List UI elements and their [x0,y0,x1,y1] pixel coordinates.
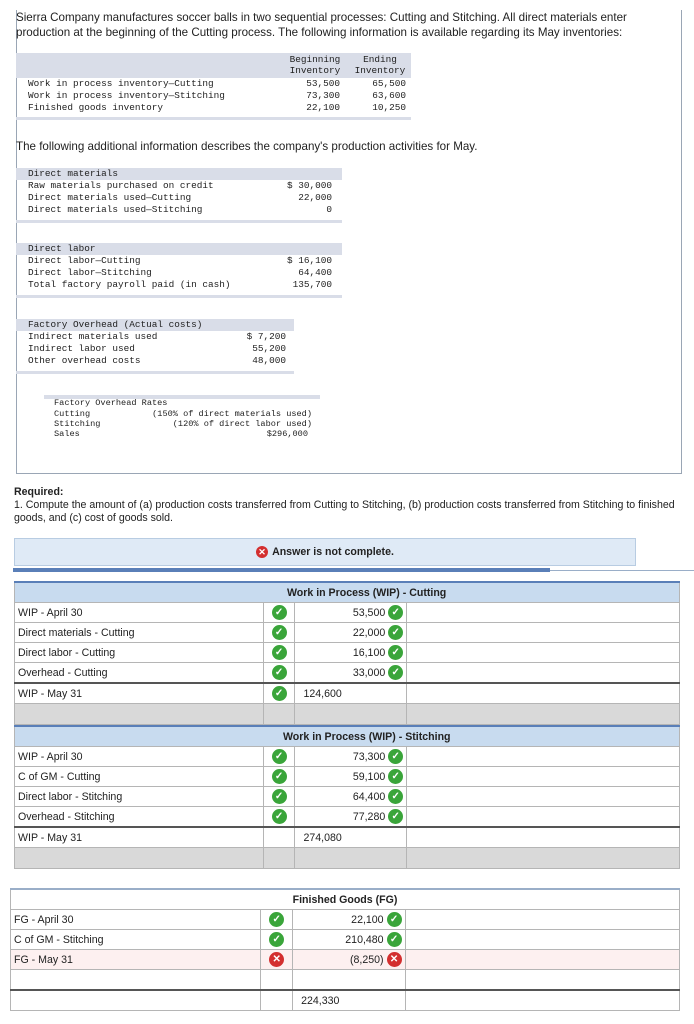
check-icon: ✓ [272,645,287,660]
account-title: Work in Process (WIP) - Stitching [282,730,451,743]
account-row-label[interactable]: FG - April 30 [11,910,261,930]
inv-row-end: 10,250 [372,102,406,113]
credit-cell[interactable] [405,910,679,930]
account-row-label[interactable]: WIP - April 30 [15,603,264,623]
account-row-label[interactable]: C of GM - Cutting [15,767,264,787]
account-row-value[interactable]: 210,480 [345,933,384,946]
dl-row-value: $ 16,100 [286,255,332,266]
account-extra-value: 224,330 [293,990,405,1011]
oh-title: Factory Overhead (Actual costs) [28,319,203,330]
required-text: 1. Compute the amount of (a) production costs transferred from Cutting to Stitching, (b) production costs transferred from Stitching to finished goods, and (c) cost of goods sold. [14,499,675,524]
rates-row-value: (150% of direct materials used) [152,409,312,419]
check-icon: ✓ [388,665,403,680]
account-row-value[interactable]: 73,300 [352,750,386,763]
error-icon: ✕ [256,546,268,558]
inv-head-end2: Inventory [354,65,406,76]
check-icon: ✓ [272,769,287,784]
rates-row-label: Cutting [54,409,91,419]
check-icon: ✓ [388,605,403,620]
dm-row-label: Direct materials used—Stitching [28,204,203,215]
account-row [11,950,680,970]
inv-head-begin2: Inventory [289,65,341,76]
required-heading: Required: [14,486,64,498]
check-icon: ✓ [388,749,403,764]
dm-row-value: 22,000 [298,192,332,203]
oh-row-value: 55,200 [252,343,286,354]
required-section [14,486,680,525]
account-row [15,603,680,623]
account-row-value[interactable]: 77,280 [352,810,386,823]
oh-row-label: Other overhead costs [28,355,141,366]
check-icon: ✓ [269,932,284,947]
account-title: Work in Process (WIP) - Cutting [286,586,447,599]
account-row-value[interactable]: (8,250) [350,953,384,966]
account-row [11,910,680,930]
credit-cell[interactable] [407,663,680,684]
account-row-value[interactable]: 33,000 [352,666,386,679]
credit-cell[interactable] [407,747,680,767]
credit-cell[interactable] [407,643,680,663]
rates-row-label: Stitching [54,419,101,429]
account-row-value[interactable]: 59,100 [352,770,386,783]
check-icon: ✓ [388,625,403,640]
check-icon: ✓ [388,809,403,824]
tab-inactive-bar [550,570,694,571]
credit-cell[interactable] [407,603,680,623]
inv-head-begin1: Beginning [289,54,341,65]
account-row [15,643,680,663]
credit-cell[interactable] [405,950,679,970]
account-row [15,767,680,787]
dl-row-label: Direct labor—Stitching [28,267,152,278]
credit-cell[interactable] [407,623,680,643]
account-total-row [11,990,680,1011]
inv-row-label: Work in process inventory—Stitching [28,90,225,101]
dl-title: Direct labor [28,243,96,254]
additional-info-text: The following additional information describes the company's production activities for May. [16,140,478,153]
inv-row-begin: 73,300 [306,90,340,101]
check-icon: ✓ [388,789,403,804]
check-icon: ✓ [388,769,403,784]
tab-strip [13,568,694,574]
dl-row-label: Direct labor—Cutting [28,255,141,266]
account-row-value[interactable]: 16,100 [352,646,386,659]
dm-row-label: Direct materials used—Cutting [28,192,192,203]
cross-icon: ✕ [387,952,402,967]
account-row [15,787,680,807]
oh-row-value: $ 7,200 [246,331,286,342]
check-icon: ✓ [388,645,403,660]
credit-cell[interactable] [407,807,680,828]
tab-active-bar [13,568,550,572]
finished-goods-t-account [10,888,680,1011]
inv-row-begin: 22,100 [306,102,340,113]
inv-head-end1: Ending [363,54,397,65]
account-row-value[interactable]: 22,100 [351,913,384,926]
account-row-value[interactable]: 64,400 [352,790,386,803]
oh-row-label: Indirect labor used [28,343,135,354]
wip-cutting-t-account [14,581,680,725]
credit-cell[interactable] [407,767,680,787]
account-row [11,930,680,950]
account-row-label[interactable]: Overhead - Stitching [15,807,264,828]
oh-row-value: 48,000 [252,355,286,366]
check-icon: ✓ [387,912,402,927]
oh-row-label: Indirect materials used [28,331,158,342]
account-row-label[interactable]: FG - May 31 [11,950,261,970]
rates-row-value: (120% of direct labor used) [172,419,312,429]
dm-row-label: Raw materials purchased on credit [28,180,214,191]
answer-status-banner [14,538,636,566]
account-row-label[interactable]: Direct labor - Cutting [15,643,264,663]
check-icon: ✓ [387,932,402,947]
account-total-value: 274,080 [295,827,407,848]
inv-row-label: Finished goods inventory [28,102,164,113]
account-total-value: 124,600 [295,683,407,704]
account-total-label: WIP - May 31 [15,683,264,704]
dm-row-value: $ 30,000 [286,180,332,191]
banner-text: Answer is not complete. [272,546,394,558]
check-icon: ✓ [272,665,287,680]
account-row-label[interactable]: Overhead - Cutting [15,663,264,684]
account-row [15,623,680,643]
wip-stitching-t-account [14,725,680,869]
check-icon: ✓ [272,605,287,620]
account-row-label[interactable]: Direct labor - Stitching [15,787,264,807]
inv-row-end: 65,500 [372,78,406,89]
check-icon: ✓ [272,625,287,640]
account-total-row [15,683,680,704]
dm-row-value: 0 [326,204,332,215]
dl-row-value: 135,700 [292,279,332,290]
account-row [15,747,680,767]
account-total-row [15,827,680,848]
cross-icon: ✕ [269,952,284,967]
account-row-label[interactable]: WIP - April 30 [15,747,264,767]
credit-cell[interactable] [405,930,679,950]
check-icon: ✓ [269,912,284,927]
inv-row-label: Work in process inventory—Cutting [28,78,214,89]
dl-row-value: 64,400 [298,267,332,278]
check-icon: ✓ [272,749,287,764]
rates-row-label: Sales [54,429,80,439]
dl-row-label: Total factory payroll paid (in cash) [28,279,231,290]
account-row-value[interactable]: 22,000 [352,626,386,639]
rates-title: Factory Overhead Rates [54,398,168,408]
dm-title: Direct materials [28,168,119,179]
account-row [15,807,680,828]
account-row-label[interactable]: C of GM - Stitching [11,930,261,950]
account-row [15,663,680,684]
account-row-value[interactable]: 53,500 [352,606,386,619]
rates-row-value: $296,000 [266,429,308,439]
check-icon: ✓ [272,686,287,701]
credit-cell[interactable] [407,787,680,807]
check-icon: ✓ [272,809,287,824]
account-title: Finished Goods (FG) [292,893,398,906]
inv-row-begin: 53,500 [306,78,340,89]
intro-text: Sierra Company manufactures soccer balls in two sequential processes: Cutting and Stitching. All direct materials enter production at the beginning of the Cutting process. The following information is available regarding its May inventories: [16,11,627,39]
inv-row-end: 63,600 [372,90,406,101]
account-total-label: WIP - May 31 [15,827,264,848]
check-icon: ✓ [272,789,287,804]
account-row-label[interactable]: Direct materials - Cutting [15,623,264,643]
